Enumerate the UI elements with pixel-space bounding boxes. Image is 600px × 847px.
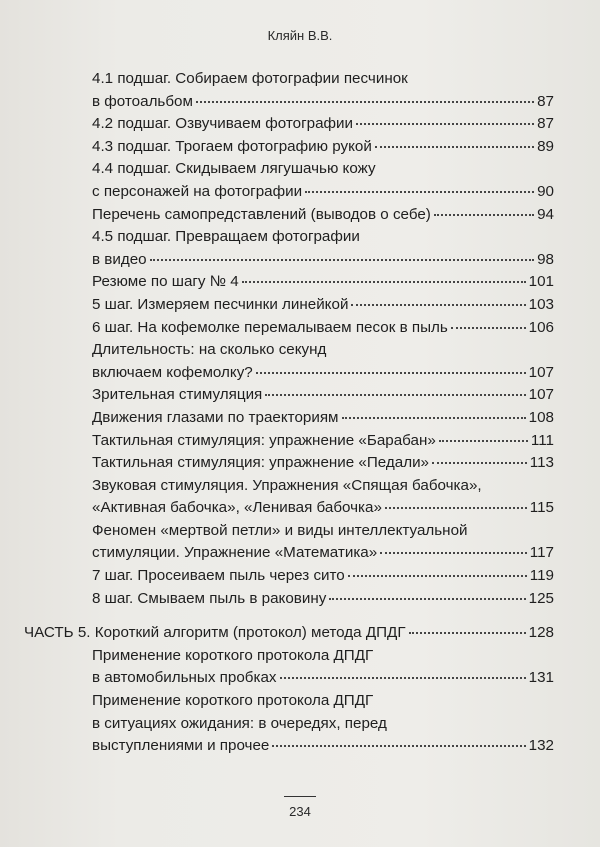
dot-leader: [196, 101, 534, 103]
toc-entry-last-line: [92, 204, 554, 227]
toc-entry: [92, 271, 554, 294]
toc-page-number: 125: [528, 589, 554, 607]
toc-entry-last-line: [92, 565, 554, 588]
toc-page-number: 90: [537, 182, 554, 200]
toc-entry: [92, 226, 554, 271]
toc-page-number: 98: [537, 250, 554, 268]
toc-entry-line: Движения глазами по траекториям: [92, 408, 339, 426]
toc-entry-last-line: [92, 362, 554, 385]
toc-page-number: 117: [529, 544, 554, 562]
toc-entry-line: выступлениями и прочее: [92, 737, 270, 755]
toc-entry: [92, 690, 554, 758]
toc-entry-last-line: [92, 407, 554, 430]
toc-entry-line: Тактильная стимуляция: упражнение «Педали»: [92, 454, 430, 472]
dot-leader: [150, 259, 534, 261]
toc-entry-last-line: [92, 181, 554, 204]
toc-entry-last-line: [92, 136, 554, 159]
toc-entry-line: Тактильная стимуляция: упражнение «Барабан»: [92, 431, 436, 449]
dot-leader: [242, 281, 526, 283]
toc-page-number: 108: [528, 408, 554, 426]
toc-entry: [92, 407, 554, 430]
toc-entry-line: ЧАСТЬ 5. Короткий алгоритм (протокол) метода ДПДГ: [24, 624, 406, 642]
toc-entry-line: 6 шаг. На кофемолке перемалываем песок в пыль: [92, 318, 448, 336]
toc-entry: [92, 136, 554, 159]
toc-page-number: 106: [528, 318, 554, 336]
toc-entry: [92, 430, 554, 453]
dot-leader: [280, 677, 526, 679]
toc-entry-last-line: [92, 588, 554, 611]
toc-page-number: 107: [528, 363, 554, 381]
toc-entry-line: включаем кофемолку?: [92, 363, 253, 381]
toc-entry-last-line: [92, 91, 554, 114]
toc-entry-line: Феномен «мертвой петли» и виды интеллектуальной: [92, 521, 468, 539]
page-number: 234: [289, 804, 311, 819]
toc-entry: [92, 294, 554, 317]
toc-entry: [92, 204, 554, 227]
toc-entry-line: Применение короткого протокола ДПДГ: [92, 646, 374, 664]
dot-leader: [329, 598, 525, 600]
dot-leader: [439, 440, 528, 442]
toc-entry-last-line: [92, 542, 554, 565]
toc-entry: [92, 520, 554, 565]
toc-page-number: 128: [528, 624, 554, 642]
toc-entry-last-line: [92, 667, 554, 690]
dot-leader: [385, 507, 527, 509]
toc-entry-last-line: [92, 735, 554, 758]
toc-entry-line: в ситуациях ожидания: в очередях, перед: [92, 714, 387, 732]
toc-entry-line: 7 шаг. Просеиваем пыль через сито: [92, 567, 345, 585]
dot-leader: [409, 632, 526, 634]
toc-entry-line: в фотоальбом: [92, 92, 193, 110]
toc-entry: [92, 113, 554, 136]
toc-page-number: 101: [528, 273, 554, 291]
dot-leader: [272, 745, 525, 747]
toc-entry-line: 4.2 подшаг. Озвучиваем фотографии: [92, 115, 353, 133]
toc-page-number: 132: [528, 737, 554, 755]
dot-leader: [265, 394, 525, 396]
toc-entry-line: в автомобильных пробках: [92, 669, 277, 687]
toc-entry: [92, 565, 554, 588]
dot-leader: [351, 304, 525, 306]
toc-entry-line: Звуковая стимуляция. Упражнения «Спящая бабочка»,: [92, 476, 482, 494]
toc-entry-line: в видео: [92, 250, 147, 268]
toc-entry-line: Длительность: на сколько секунд: [92, 341, 327, 359]
footer-rule: [284, 796, 316, 797]
toc-entry-line: Перечень самопредставлений (выводов о себе): [92, 205, 431, 223]
toc-page-number: 115: [529, 499, 554, 517]
dot-leader: [305, 191, 534, 193]
toc-page-number: 111: [530, 431, 554, 449]
toc-entry-last-line: [92, 452, 554, 475]
toc-page-number: 131: [528, 669, 554, 687]
toc-entry-line: Зрительная стимуляция: [92, 386, 263, 404]
toc-entry-line: 4.5 подшаг. Превращаем фотографии: [92, 228, 360, 246]
toc-entry-last-line: [92, 249, 554, 272]
toc-entry-line: «Активная бабочка», «Ленивая бабочка»: [92, 499, 382, 517]
toc-entry: [92, 339, 554, 384]
toc-page-number: 94: [537, 205, 554, 223]
table-of-contents: [24, 68, 554, 758]
toc-entry: [92, 452, 554, 475]
toc-entry-line: 4.3 подшаг. Трогаем фотографию рукой: [92, 137, 372, 155]
dot-leader: [348, 575, 527, 577]
dot-leader: [356, 123, 534, 125]
dot-leader: [342, 417, 526, 419]
toc-entry-last-line: [92, 384, 554, 407]
toc-entry: [92, 588, 554, 611]
running-header: Кляйн В.В.: [267, 28, 333, 43]
toc-entry-line: 8 шаг. Смываем пыль в раковину: [92, 589, 327, 607]
toc-page-number: 107: [528, 386, 554, 404]
toc-entry-last-line: [92, 294, 554, 317]
toc-entry: [92, 158, 554, 203]
toc-page-number: 103: [528, 295, 554, 313]
toc-entry: [92, 384, 554, 407]
toc-page-number: 113: [529, 454, 554, 472]
toc-page-number: 87: [537, 92, 554, 110]
toc-entry-line: Резюме по шагу № 4: [92, 273, 239, 291]
toc-entry-line: стимуляции. Упражнение «Математика»: [92, 544, 378, 562]
dot-leader: [256, 372, 526, 374]
dot-leader: [375, 146, 534, 148]
toc-entry: [92, 317, 554, 340]
toc-page-number: 119: [529, 567, 554, 585]
toc-entry-last-line: [92, 497, 554, 520]
dot-leader: [380, 552, 527, 554]
toc-entry-last-line: [92, 430, 554, 453]
toc-entry-line: 5 шаг. Измеряем песчинки линейкой: [92, 295, 349, 313]
dot-leader: [451, 327, 526, 329]
toc-entry-last-line: [92, 271, 554, 294]
toc-entry-line: с персонажей на фотографии: [92, 182, 303, 200]
toc-entry-line: 4.4 подшаг. Скидываем лягушачью кожу: [92, 160, 376, 178]
toc-entry-last-line: [92, 317, 554, 340]
toc-page-number: 87: [537, 115, 554, 133]
toc-entry-last-line: [92, 113, 554, 136]
toc-part-entry: [24, 622, 554, 645]
toc-page-number: 89: [537, 137, 554, 155]
toc-entry: [92, 475, 554, 520]
dot-leader: [432, 462, 527, 464]
toc-entry-line: 4.1 подшаг. Собираем фотографии песчинок: [92, 70, 408, 87]
dot-leader: [434, 214, 534, 216]
toc-entry: [92, 68, 554, 113]
toc-entry: [92, 645, 554, 690]
toc-entry-last-line: [24, 622, 554, 645]
toc-entry-line: Применение короткого протокола ДПДГ: [92, 692, 374, 710]
